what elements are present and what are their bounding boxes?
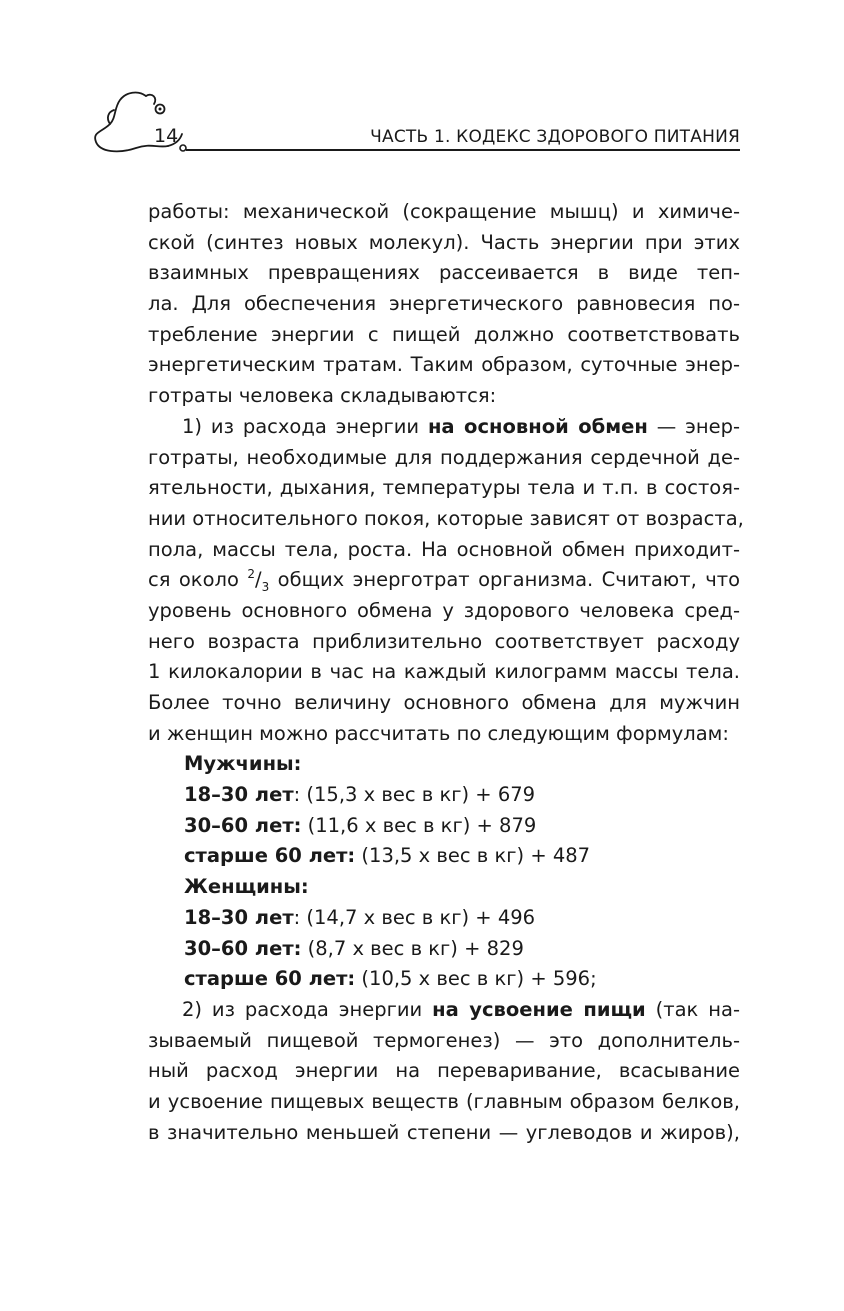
text-line: работы: механической (сокращение мышц) и химиче- <box>148 200 740 223</box>
running-title: ЧАСТЬ 1. КОДЕКС ЗДОРОВОГО ПИТАНИЯ <box>370 127 740 147</box>
page-header <box>0 0 844 160</box>
text-line: энергетическим тратам. Таким образом, суточные энер- <box>148 353 740 377</box>
formula-line: 18–30 лет: (15,3 х вес в кг) + 679 <box>184 783 536 807</box>
text-line: него возраста приблизительно соответствует расходу <box>148 629 740 653</box>
formula-line: 30–60 лет: (8,7 х вес в кг) + 829 <box>184 936 524 960</box>
text-line: в значительно меньшей степени — углеводов и жиров), <box>148 1120 740 1144</box>
item-1-first-line: 1) из расхода энергии на основной обмен — энер- <box>182 414 741 438</box>
text-line: и женщин можно рассчитать по следующим формулам: <box>148 721 729 745</box>
text-line: готраты, необходимые для поддержания сердечной де- <box>148 445 740 469</box>
text-line: и усвоение пищевых веществ (главным образом белков, <box>148 1089 740 1113</box>
item-1-bold-term: на основной обмен <box>427 414 648 438</box>
formula-line: старше 60 лет: (13,5 х вес в кг) + 487 <box>184 844 591 868</box>
text-line: зываемый пищевой термогенез) — это дополнитель- <box>148 1028 740 1052</box>
text-line: пола, массы тела, роста. На основной обмен приходит- <box>148 537 740 561</box>
text-line: ской (синтез новых молекул). Часть энергии при этих <box>148 230 740 254</box>
text-line: ятельности, дыхания, температуры тела и т.п. в состоя- <box>148 476 740 500</box>
text-line: нии относительного покоя, которые зависят от возраста, <box>148 506 744 530</box>
fraction: $^2/_3$ <box>247 567 270 595</box>
text-line: уровень основного обмена у здорового человека сред- <box>148 598 740 622</box>
text-line: ла. Для обеспечения энергетического равновесия по- <box>148 292 740 316</box>
page-number: 14 <box>154 125 179 147</box>
body-text <box>148 197 744 1148</box>
text-line: готраты человека складываются: <box>148 384 497 408</box>
formula-line: 18–30 лет: (14,7 х вес в кг) + 496 <box>184 905 536 929</box>
item-2-first-line: 2) из расхода энергии на усвоение пищи (так на- <box>182 997 740 1021</box>
fraction-line: ся около $^2/_3$ общих энерготрат организма. Считают, что <box>148 567 741 595</box>
text-line: взаимных превращениях рассеивается в виде теп- <box>148 261 740 285</box>
stethoscope-icon <box>88 82 198 160</box>
text-line: 1 килокалории в час на каждый килограмм массы тела. <box>148 660 740 684</box>
women-heading: Женщины: <box>184 875 309 899</box>
text-line: требление энергии с пищей должно соответствовать <box>148 322 740 346</box>
header-divider <box>186 149 740 151</box>
formula-line: старше 60 лет: (10,5 х вес в кг) + 596; <box>184 967 597 991</box>
item-2-bold-term: на усвоение пищи <box>432 997 646 1021</box>
text-line: Более точно величину основного обмена для мужчин <box>148 691 740 714</box>
formula-line: 30–60 лет: (11,6 х вес в кг) + 879 <box>184 813 537 837</box>
text-line: ный расход энергии на переваривание, всасывание <box>148 1059 740 1083</box>
men-heading: Мужчины: <box>184 752 302 776</box>
